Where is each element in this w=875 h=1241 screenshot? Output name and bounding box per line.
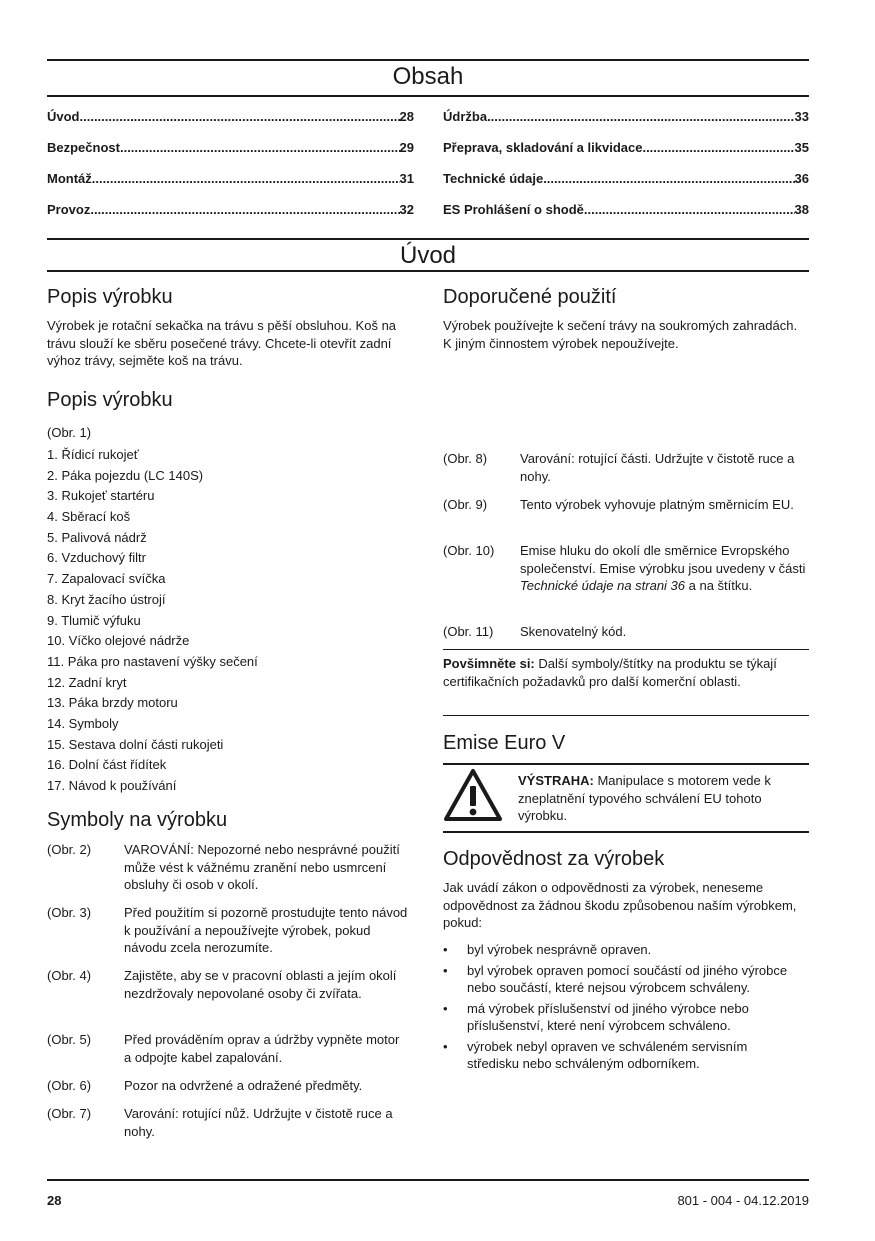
footer-rule [47, 1179, 809, 1181]
toc-title-rule [47, 95, 809, 97]
symbol-text: Tento výrobek vyhovuje platným směrnicím EU. [520, 497, 794, 512]
symbol-row [47, 1077, 409, 1095]
document-id: 801 - 004 - 04.12.2019 [677, 1193, 809, 1208]
symbol-row [47, 1031, 409, 1065]
toc-entry-page: 33 [794, 109, 809, 124]
toc-entry-technicke-udaje[interactable] [443, 171, 809, 187]
warning-top-rule [443, 763, 809, 765]
symbol-ref: (Obr. 10) [443, 543, 495, 558]
list-item: • byl výrobek nesprávně opraven. [443, 941, 793, 959]
note-label: Povšimněte si: [443, 656, 535, 671]
list-item: 8. Kryt žacího ústrojí [47, 591, 166, 607]
toc-entry-uvod[interactable] [47, 109, 414, 125]
warning-text [518, 772, 809, 825]
symbol-text-part: Emise hluku do okolí dle směrnice Evropského společenství. Emise výrobku jsou uvedeny v části [520, 543, 806, 576]
symbol-row [443, 623, 809, 641]
heading-doporucene-pouziti: Doporučené použití [443, 286, 617, 308]
list-item: 14. Symboly [47, 715, 119, 731]
warning-body: Manipulace s motorem vede k zneplatnění typového schválení EU tohoto výrobku. [518, 773, 771, 823]
parts-list [47, 445, 258, 797]
list-item: 16. Dolní část řídítek [47, 757, 167, 773]
section-title: Úvod [399, 242, 457, 269]
toc-entry-provoz[interactable] [47, 202, 414, 218]
odpovednost-bullets [443, 941, 793, 1076]
symbol-ref: (Obr. 8) [443, 451, 488, 466]
symbol-ref: (Obr. 7) [47, 1106, 92, 1121]
list-item: 5. Palivová nádrž [47, 529, 147, 545]
toc-entry-label: Provoz [47, 202, 91, 217]
symbol-text: VAROVÁNÍ: Nepozorné nebo nesprávné použití může vést k vážnému zranění nebo usmrcení obsluhy či osob v okolí. [124, 842, 400, 892]
toc-entry-bezpecnost[interactable] [47, 140, 414, 156]
toc-entry-page: 31 [399, 171, 414, 186]
heading-odpovednost: Odpovědnost za výrobek [443, 848, 665, 870]
toc-entry-label: Bezpečnost [47, 140, 120, 155]
toc-top-rule [47, 59, 809, 61]
toc-entry-page: 38 [794, 202, 809, 217]
toc-entry-page: 29 [399, 140, 414, 155]
symbol-ref: (Obr. 3) [47, 905, 92, 920]
heading-popis-vyrobku: Popis výrobku [47, 286, 173, 308]
symbol-ref: (Obr. 9) [443, 497, 488, 512]
list-item: • byl výrobek opraven pomocí součástí od jiného výrobce nebo součástí, které nejsou výrobcem schváleny. [443, 962, 793, 997]
symbol-ref: (Obr. 5) [47, 1032, 92, 1047]
toc-entry-page: 35 [794, 140, 809, 155]
toc-entry-label: ES Prohlášení o shodě [443, 202, 584, 217]
symbol-row [443, 450, 809, 484]
list-item: • má výrobek příslušenství od jiného výrobce nebo příslušenství, které není výrobcem schváleno. [443, 1000, 793, 1035]
toc-entry-label: Technické údaje [443, 171, 544, 186]
symbol-row [443, 542, 809, 593]
cross-reference-link[interactable]: Technické údaje na strani 36 [520, 578, 686, 593]
toc-title: Obsah [392, 63, 464, 90]
list-item: 10. Víčko olejové nádrže [47, 633, 190, 649]
symbol-text: Skenovatelný kód. [520, 624, 627, 639]
list-item: • výrobek nebyl opraven ve schváleném servisním středisku nebo schváleným odborníkem. [443, 1038, 793, 1073]
symbol-text: Zajistěte, aby se v pracovní oblasti a jejím okolí nezdržovaly nepovolané osoby či zvířata. [124, 968, 397, 1001]
symbol-row [47, 967, 409, 1001]
list-item: 7. Zapalovací svíčka [47, 571, 166, 587]
toc-entry-page: 28 [399, 109, 414, 124]
list-item: 15. Sestava dolní části rukojeti [47, 736, 224, 752]
symbol-ref: (Obr. 6) [47, 1078, 92, 1093]
list-item: 17. Návod k používání [47, 778, 177, 793]
list-item: 11. Páka pro nastavení výšky sečení [47, 653, 258, 669]
list-item: 1. Řídicí rukojeť [47, 447, 139, 462]
toc-entry-label: Přeprava, skladování a likvidace [443, 140, 643, 155]
toc-entry-label: Montáž [47, 171, 92, 186]
symbol-text: Varování: rotující části. Udržujte v čistotě ruce a nohy. [520, 451, 795, 484]
toc-entry-preprava[interactable] [443, 140, 809, 156]
symbol-ref: (Obr. 4) [47, 968, 92, 983]
symbol-row [47, 904, 409, 955]
toc-entry-udrzba[interactable] [443, 109, 809, 125]
symbol-text [520, 542, 809, 595]
toc-entry-es-prohlaseni[interactable] [443, 202, 809, 218]
warning-label: VÝSTRAHA: [518, 773, 594, 788]
list-item: 9. Tlumič výfuku [47, 612, 141, 628]
list-item: 6. Vzduchový filtr [47, 550, 146, 566]
toc-entry-label: Údržba [443, 109, 488, 124]
figure-ref: (Obr. 1) [47, 425, 92, 440]
odpovednost-text: Jak uvádí zákon o odpovědnosti za výrobek, neneseme odpovědnost za žádnou škodu způsobenou naším výrobkem, pokud: [443, 880, 797, 930]
toc-entry-page: 32 [399, 202, 414, 217]
symbol-text-part: a na štítku. [685, 578, 753, 593]
warning-bottom-rule [443, 831, 809, 833]
section-top-rule [47, 238, 809, 240]
symbol-text: Varování: rotující nůž. Udržujte v čistotě ruce a nohy. [124, 1106, 393, 1139]
toc-entry-page: 36 [794, 171, 809, 186]
symbol-row [47, 1105, 409, 1139]
section-title-rule [47, 270, 809, 272]
heading-symboly: Symboly na výrobku [47, 809, 228, 831]
list-item: 13. Páka brzdy motoru [47, 695, 178, 711]
symbol-ref: (Obr. 2) [47, 842, 92, 857]
symbol-ref: (Obr. 11) [443, 624, 494, 639]
symbol-row [47, 841, 409, 892]
note [443, 655, 798, 690]
note-top-rule [443, 649, 809, 650]
doporucene-pouziti-text: Výrobek používejte k sečení trávy na soukromých zahradách. K jiným činnostem výrobek nepoužívejte. [443, 318, 798, 351]
list-item: 3. Rukojeť startéru [47, 488, 155, 504]
heading-popis-vyrobku-2: Popis výrobku [47, 389, 173, 411]
note-bottom-rule [443, 715, 809, 716]
symbol-text: Pozor na odvržené a odražené předměty. [124, 1078, 363, 1093]
note-text: Další symboly/štítky na produktu se týkají certifikačních požadavků pro další komerční oblasti. [443, 656, 777, 689]
symbol-text: Před prováděním oprav a údržby vypněte motor a odpojte kabel zapalování. [124, 1032, 400, 1065]
warning-triangle-icon [443, 768, 503, 822]
popis-vyrobku-text: Výrobek je rotační sekačka na trávu s pěší obsluhou. Koš na trávu slouží ke sběru posečené trávy. Chcete-li otevřít zadní výhoz trávy, sejměte koš na trávu. [47, 318, 397, 368]
list-item: 12. Zadní kryt [47, 674, 127, 690]
page-number: 28 [47, 1193, 62, 1208]
toc-entry-label: Úvod [47, 109, 80, 124]
symbol-text: Před použitím si pozorně prostudujte tento návod k používání a nepoužívejte výrobek, pokud návodu zcela nerozumíte. [124, 905, 408, 955]
list-item: 4. Sběrací koš [47, 509, 131, 525]
toc-entry-montaz[interactable] [47, 171, 414, 187]
heading-emise: Emise Euro V [443, 732, 566, 754]
list-item: 2. Páka pojezdu (LC 140S) [47, 467, 204, 483]
symbol-row [443, 496, 809, 514]
